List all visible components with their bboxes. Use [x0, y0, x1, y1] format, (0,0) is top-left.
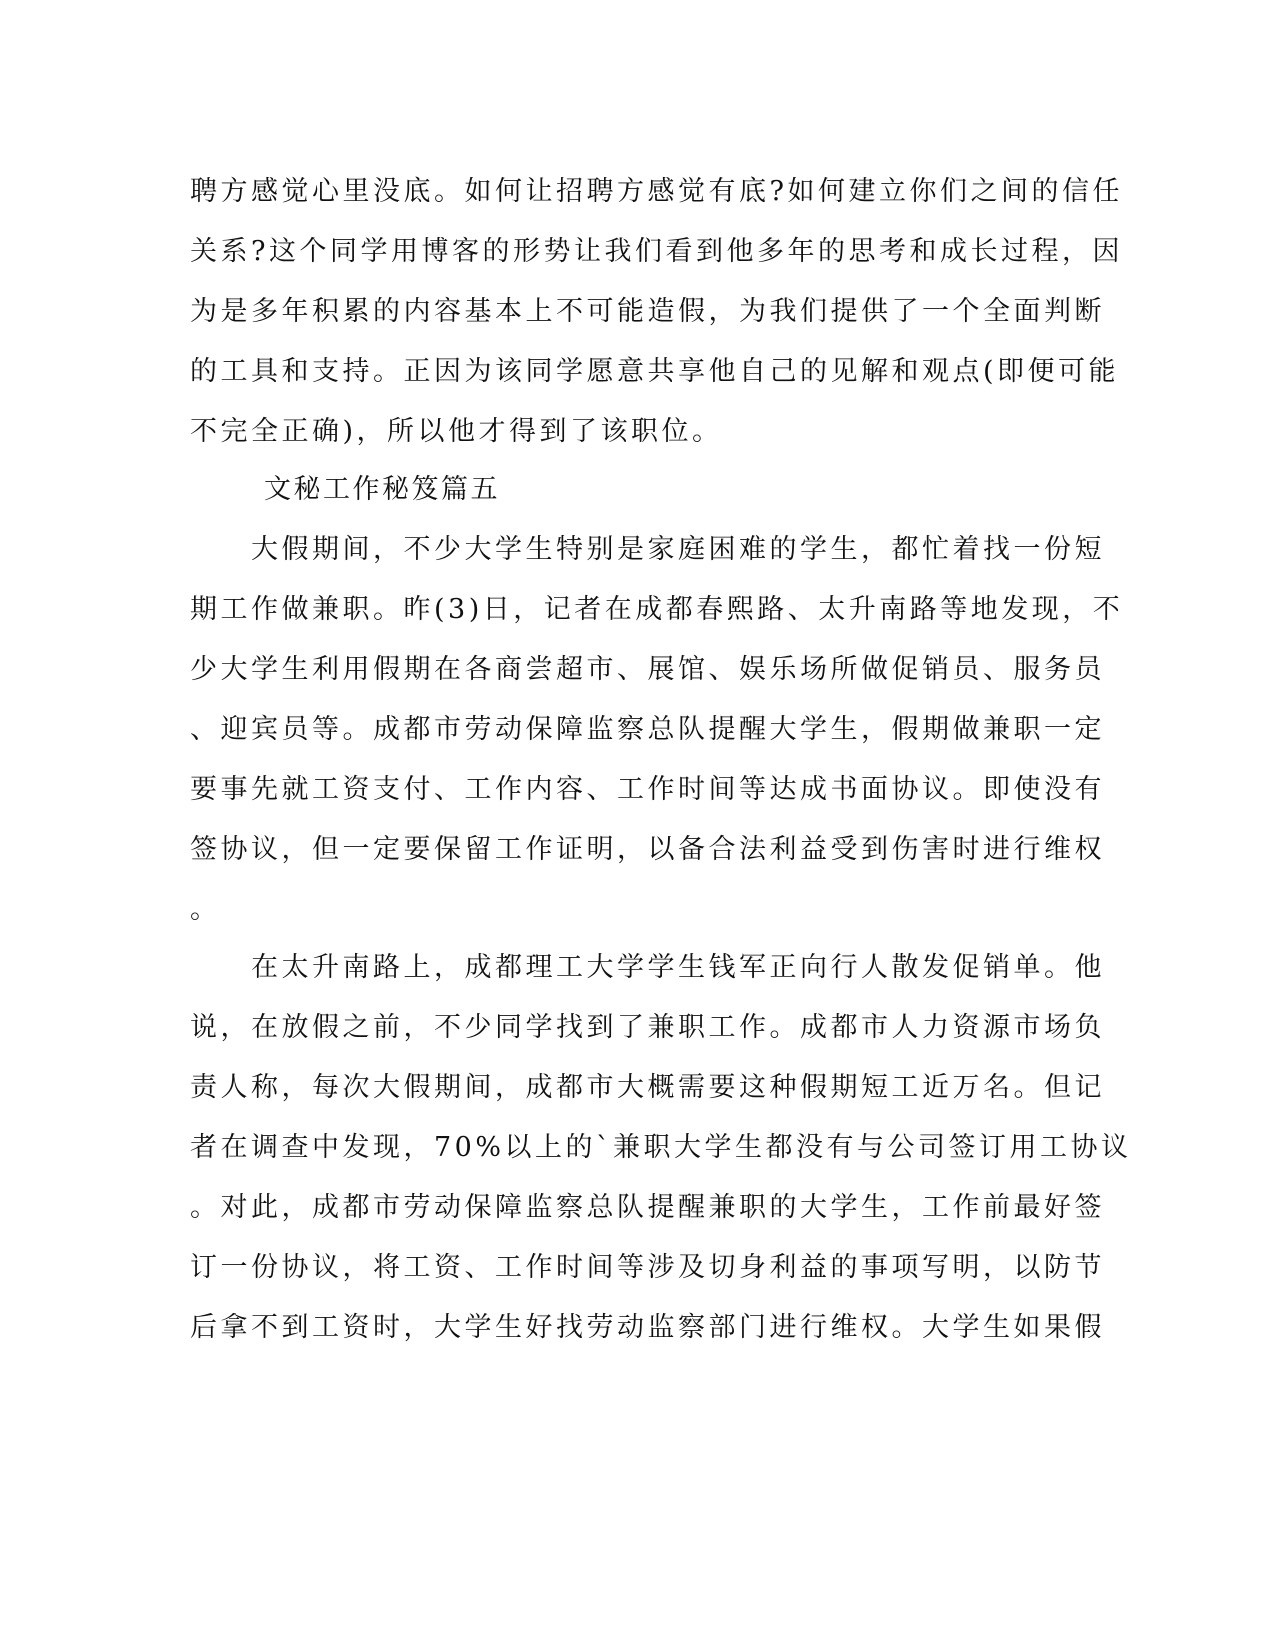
text-line: 后拿不到工资时，大学生好找劳动监察部门进行维权。大学生如果假 — [190, 1312, 1105, 1343]
text-line: 签协议，但一定要保留工作证明，以备合法利益受到伤害时进行维权 — [190, 834, 1105, 865]
text-line: 聘方感觉心里没底。如何让招聘方感觉有底?如何建立你们之间的信任 — [190, 176, 1123, 207]
text-line: 不完全正确)，所以他才得到了该职位。 — [190, 416, 723, 447]
text-line: 期工作做兼职。昨(3)日，记者在成都春熙路、太升南路等地发现，不 — [190, 594, 1124, 625]
text-line: 要事先就工资支付、工作内容、工作时间等达成书面协议。即使没有 — [190, 774, 1105, 805]
text-line: 关系?这个同学用博客的形势让我们看到他多年的思考和成长过程，因 — [190, 236, 1123, 267]
text-line: 责人称，每次大假期间，成都市大概需要这种假期短工近万名。但记 — [190, 1072, 1105, 1103]
text-line: 者在调查中发现，70%以上的`兼职大学生都没有与公司签订用工协议 — [190, 1132, 1132, 1163]
section-heading: 文秘工作秘笈篇五 — [264, 474, 500, 505]
text-line: 少大学生利用假期在各商尝超市、展馆、娱乐场所做促销员、服务员 — [190, 654, 1105, 685]
text-line: 为是多年积累的内容基本上不可能造假，为我们提供了一个全面判断 — [190, 296, 1105, 327]
text-line: 说，在放假之前，不少同学找到了兼职工作。成都市人力资源市场负 — [190, 1012, 1105, 1043]
text-line: 、迎宾员等。成都市劳动保障监察总队提醒大学生，假期做兼职一定 — [190, 714, 1105, 745]
text-line: 。对此，成都市劳动保障监察总队提醒兼职的大学生，工作前最好签 — [190, 1192, 1105, 1223]
text-line: 订一份协议，将工资、工作时间等涉及切身利益的事项写明，以防节 — [190, 1252, 1105, 1283]
text-line: 大假期间，不少大学生特别是家庭困难的学生，都忙着找一份短 — [190, 534, 1105, 565]
text-line: 在太升南路上，成都理工大学学生钱军正向行人散发促销单。他 — [190, 952, 1105, 983]
text-line: 。 — [190, 894, 221, 925]
text-line: 的工具和支持。正因为该同学愿意共享他自己的见解和观点(即便可能 — [190, 356, 1120, 387]
